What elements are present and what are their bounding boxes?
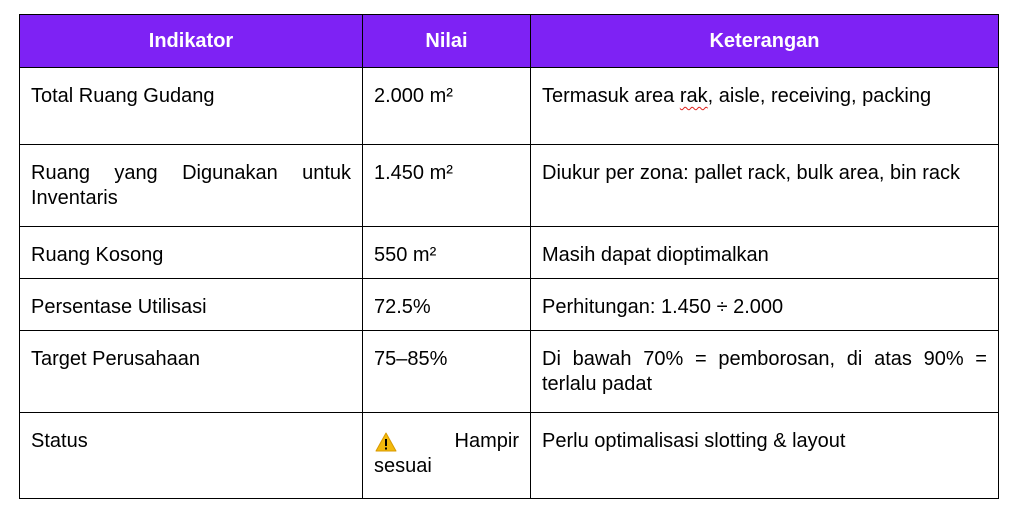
header-nilai: Nilai [363, 15, 531, 68]
header-indikator: Indikator [20, 15, 363, 68]
cell-indikator: Ruang Kosong [20, 227, 363, 279]
cell-nilai: 75–85% [363, 331, 531, 413]
cell-keterangan: Masih dapat dioptimalkan [531, 227, 999, 279]
cell-indikator: Total Ruang Gudang [20, 68, 363, 145]
cell-nilai: 72.5% [363, 279, 531, 331]
cell-keterangan [531, 68, 999, 145]
cell-indikator: Status [20, 413, 363, 499]
table-row [20, 227, 999, 279]
cell-keterangan: Di bawah 70% = pemborosan, di atas 90% = terlalu padat [531, 331, 999, 413]
status-line [374, 429, 519, 454]
keterangan-text-end: , aisle, receiving, packing [707, 85, 932, 107]
cell-indikator: Target Perusahaan [20, 331, 363, 413]
cell-keterangan: Diukur per zona: pallet rack, bulk area, bin rack [531, 145, 999, 227]
status-word-sesuai: sesuai [374, 455, 432, 477]
cell-keterangan: Perhitungan: 1.450 ÷ 2.000 [531, 279, 999, 331]
header-keterangan: Keterangan [531, 15, 999, 68]
warehouse-utilization-table [19, 14, 999, 499]
table-row [20, 68, 999, 145]
cell-keterangan: Perlu optimalisasi slotting & layout [531, 413, 999, 499]
cell-nilai: 1.450 m² [363, 145, 531, 227]
table-row [20, 145, 999, 227]
cell-indikator: Ruang yang Digunakan untuk Inventaris [20, 145, 363, 227]
keterangan-text-start: Termasuk area [542, 85, 680, 107]
status-word-hampir: Hampir [454, 430, 519, 452]
cell-indikator: Persentase Utilisasi [20, 279, 363, 331]
cell-nilai-status [363, 413, 531, 499]
table-header-row [20, 15, 999, 68]
warning-icon [375, 432, 397, 452]
spellcheck-flagged-word: rak [679, 85, 708, 107]
table-row [20, 331, 999, 413]
table-row [20, 413, 999, 499]
table-row [20, 279, 999, 331]
cell-nilai: 550 m² [363, 227, 531, 279]
cell-nilai: 2.000 m² [363, 68, 531, 145]
